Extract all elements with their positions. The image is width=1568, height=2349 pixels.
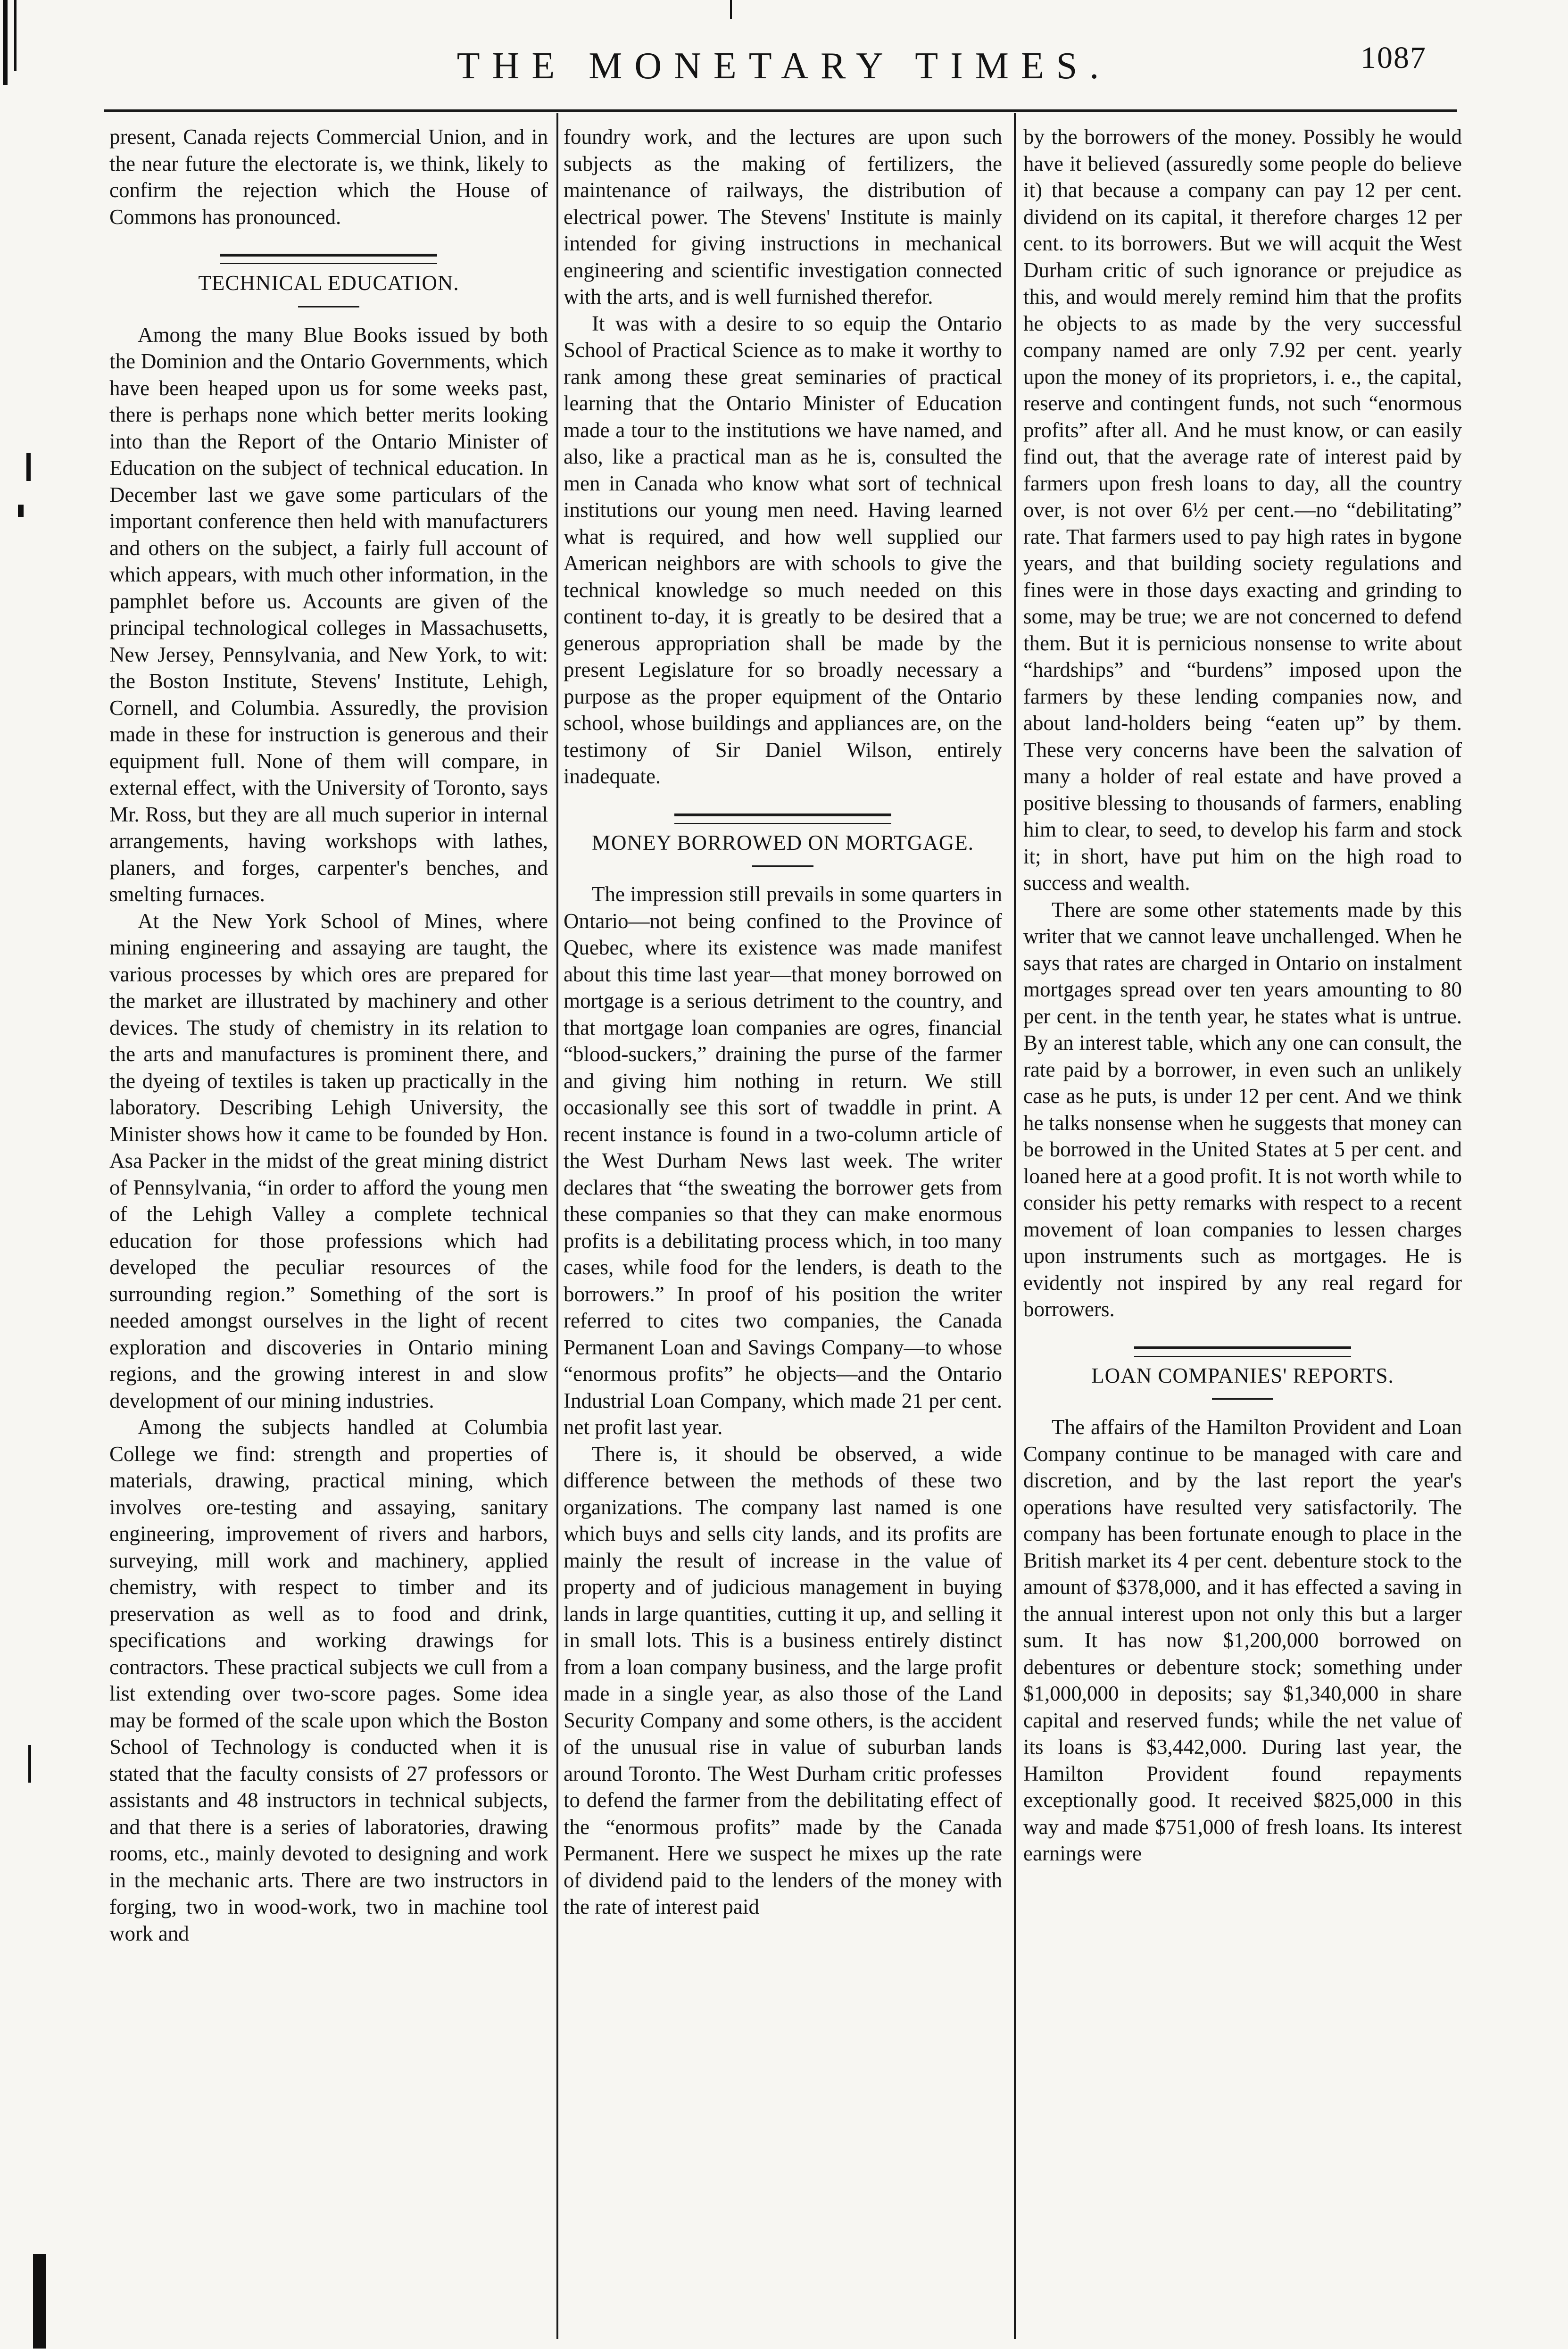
section-heading: MONEY BORROWED ON MORTGAGE. xyxy=(591,830,974,855)
paragraph: There are some other statements made by this writer that we cannot leave unchallenged. When he says that rates are charged in Ontario on instalment mortgages spread over ten years amounting to 80 per cent. in the tenth year, he states what is untrue. By an interest table, which any one can consult, the rate paid by a borrower, in even such an unlikely case as he puts, is under 12 per cent. And we think he talks nonsense when he suggests that money can be borrowed in the United States at 5 per cent. and loaned here at a good profit. It is not worth while to consider his petty remarks with respect to a recent movement of loan companies to lessen charges upon instruments such as mortgages. He is evidently not inspired by any real regard for borrowers. xyxy=(1023,897,1462,1321)
paragraph: present, Canada rejects Commercial Union, and in the near future the electorate is, we think, likely to confirm the rejection which the House of Commons has pronounced. xyxy=(109,125,548,229)
paragraph: foundry work, and the lectures are upon such subjects as the making of fertilizers, the maintenance of railways, the distribution of electrical power. The Stevens' Institute is mainly intended for giving instructions in mechanical engineering and scientific investigation connected with the arts, and is well furnished therefor. xyxy=(564,125,1002,308)
paragraph: The impression still prevails in some quarters in Ontario—not being confined to the Province of Quebec, where its existence was made manifest about this time last year—that money borrowed on mortgage is a serious detriment to the country, and that mortgage loan companies are ogres, financial “blood-suckers,” draining the purse of the farmer and giving him nothing in return. We still occasionally see this sort of twaddle in print. A recent instance is found in a two-column article of the West Durham News last week. The writer declares that “the sweating the borrower gets from these companies so that they can make enormous profits is a debilitating process which, in too many cases, while food for the lenders, is death to the borrowers.” In proof of his position the writer referred to cites two companies, the Canada Permanent Loan and Savings Company—to whose “enormous profits” he objects—and the Ontario Industrial Loan Company, which made 21 per cent. net profit last year. xyxy=(564,882,1002,1439)
paragraph: by the borrowers of the money. Possibly he would have it believed (assuredly some people do believe it) that because a company can pay 12 per cent. dividend on its capital, it therefore charges 12 per cent. to its borrowers. But we will acquit the West Durham critic of such ignorance or prejudice as this, and would merely remind him that the profits he objects to as made by the very successful company named are only 7.92 per cent. yearly upon the money of its proprietors, i. e., the capital, reserve and contingent funds, not such “enormous profits” after all. And he must know, or can easily find out, that the average rate of interest paid by farmers upon fresh loans to day, all the country over, is not over 6½ per cent.—no “debilitating” rate. That farmers used to pay high rates in bygone years, and that building society regulations and fines were in those days exacting and grinding to some, may be true; we are not concerned to defend them. But it is pernicious nonsense to write about “hardships” and “burdens” imposed upon the farmers by these lending companies now, and about land-holders being “eaten up” by them. These very concerns have been the salvation of many a holder of real estate and have proved a positive blessing to thousands of farmers, enabling him to clear, to seed, to develop his farm and stock it; in short, have put him on the high road to success and wealth. xyxy=(1023,125,1462,895)
paragraph: There is, it should be observed, a wide difference between the methods of these two organizations. The company last named is one which buys and sells city lands, and its profits are mainly the result of increase in the value of property and of judicious management in buying lands in large quantities, cutting it up, and selling it in small lots. This is a business entirely distinct from a loan company business, and the large profit made in a single year, as also those of the Land Security Company and some others, is the accident of the unusual rise in value of suburban lands around Toronto. The West Durham critic professes to defend the farmer from the debilitating effect of the “enormous profits” made by the Canada Permanent. Here we suspect he mixes up the rate of dividend paid to the lenders of the money with the rate of interest paid xyxy=(564,1442,1002,1918)
paragraph: The affairs of the Hamilton Provident and Loan Company continue to be managed with care and discretion, and by the last report the year's operations have resulted very satisfactorily. The company has been fortunate enough to place in the British market its 4 per cent. debenture stock to the amount of $378,000, and it has effected a saving in the annual interest upon not only this but a larger sum. It has now $1,200,000 borrowed on debentures or debenture stock; something under $1,000,000 in deposits; say $1,340,000 in share capital and reserved funds; while the net value of its loans is $3,442,000. During last year, the Hamilton Provident found repayments exceptionally good. It received $825,000 in this way and made $751,000 of fresh loans. Its interest earnings were xyxy=(1023,1415,1462,1865)
column-divider xyxy=(556,113,558,2339)
section-rule xyxy=(674,813,891,824)
scan-mark xyxy=(26,453,31,481)
scan-mark xyxy=(14,0,17,71)
paragraph: Among the many Blue Books issued by both the Dominion and the Ontario Governments, which have been heaped upon us for some weeks past, there is perhaps none which better merits looking into than the Report of the Ontario Minister of Education on the subject of technical education. In December last we gave some particulars of the important conference then held with manufacturers and others on the subject, a fairly full account of which appears, with much other information, in the pamphlet before us. Accounts are given of the principal technological colleges in Massachusetts, New Jersey, Pennsylvania, and New York, to wit: the Boston Institute, Stevens' Institute, Lehigh, Cornell, and Columbia. Assuredly, the provision made in these for instruction is generous and their equipment full. None of them will compare, in external effect, with the University of Toronto, says Mr. Ross, but they are all much superior in internal arrangements, having workshops with lathes, planers, and forges, carpenter's benches, and smelting furnaces. xyxy=(109,323,548,906)
scan-mark xyxy=(3,0,8,85)
section-heading: TECHNICAL EDUCATION. xyxy=(198,271,459,295)
masthead-title: THE MONETARY TIMES. xyxy=(456,45,1112,87)
scan-mark xyxy=(33,2254,46,2349)
heading-underline xyxy=(1212,1398,1273,1400)
paragraph: It was with a desire to so equip the Ontario School of Practical Science as to make it worthy to rank among these great seminaries of practical learning that the Ontario Minister of Education made a tour to the institutions we have named, and also, like a practical man as he is, consulted the men in Canada who know what sort of technical institutions our young men need. Having learned what is required, and how well supplied our American neighbors are with schools to give the technical knowledge so much needed on this continent to-day, it is greatly to be desired that a generous appropriation shall be made by the present Legislature for so broadly necessary a purpose as the proper equipment of the Ontario school, whose buildings and appliances are, on the testimony of Sir Daniel Wilson, entirely inadequate. xyxy=(564,311,1002,788)
scan-mark xyxy=(28,1745,31,1783)
heading-underline xyxy=(298,306,359,307)
section-rule xyxy=(1134,1346,1351,1357)
paragraph: Among the subjects handled at Columbia College we find: strength and properties of materials, drawing, practical mining, which involves ore-testing and assaying, sanitary engineering, improvement of rivers and harbors, surveying, mill work and machinery, applied chemistry, with respect to timber and its preservation as well as to food and drink, specifications and working drawings for contractors. These practical subjects we cull from a list extending over two-score pages. Some idea may be formed of the scale upon which the Boston School of Technology is conducted when it is stated that the faculty consists of 27 professors or assistants and 48 instructors in technical subjects, and that there is a series of laboratories, drawing rooms, etc., mainly devoted to designing and work in the mechanic arts. There are two instructors in forging, two in wood-work, two in machine tool work and xyxy=(109,1415,548,1945)
heading-underline xyxy=(752,865,813,867)
section-heading: LOAN COMPANIES' REPORTS. xyxy=(1091,1363,1394,1387)
page-number: 1087 xyxy=(1361,41,1427,75)
column-3 xyxy=(1023,124,1462,2340)
scan-mark xyxy=(18,505,24,517)
scan-mark xyxy=(730,0,732,19)
column-2 xyxy=(564,124,1002,2340)
paragraph: At the New York School of Mines, where mining engineering and assaying are taught, the various processes by which ores are prepared for the market are illustrated by machinery and other devices. The study of chemistry in its relation to the arts and manufactures is prominent there, and the dyeing of textiles is taken up practically in the laboratory. Describing Lehigh University, the Minister shows how it came to be founded by Hon. Asa Packer in the midst of the great mining district of Pennsylvania, “in order to afford the young men of the Lehigh Valley a complete technical education for those professions which had developed the peculiar resources of the surrounding region.” Something of the sort is needed amongst ourselves in the light of recent exploration and discoveries in Ontario mining regions, and the growing interest in and slow development of our mining industries. xyxy=(109,909,548,1412)
masthead-rule xyxy=(104,109,1457,112)
column-divider xyxy=(1014,113,1016,2339)
column-1 xyxy=(109,124,548,2340)
section-rule xyxy=(220,254,437,264)
